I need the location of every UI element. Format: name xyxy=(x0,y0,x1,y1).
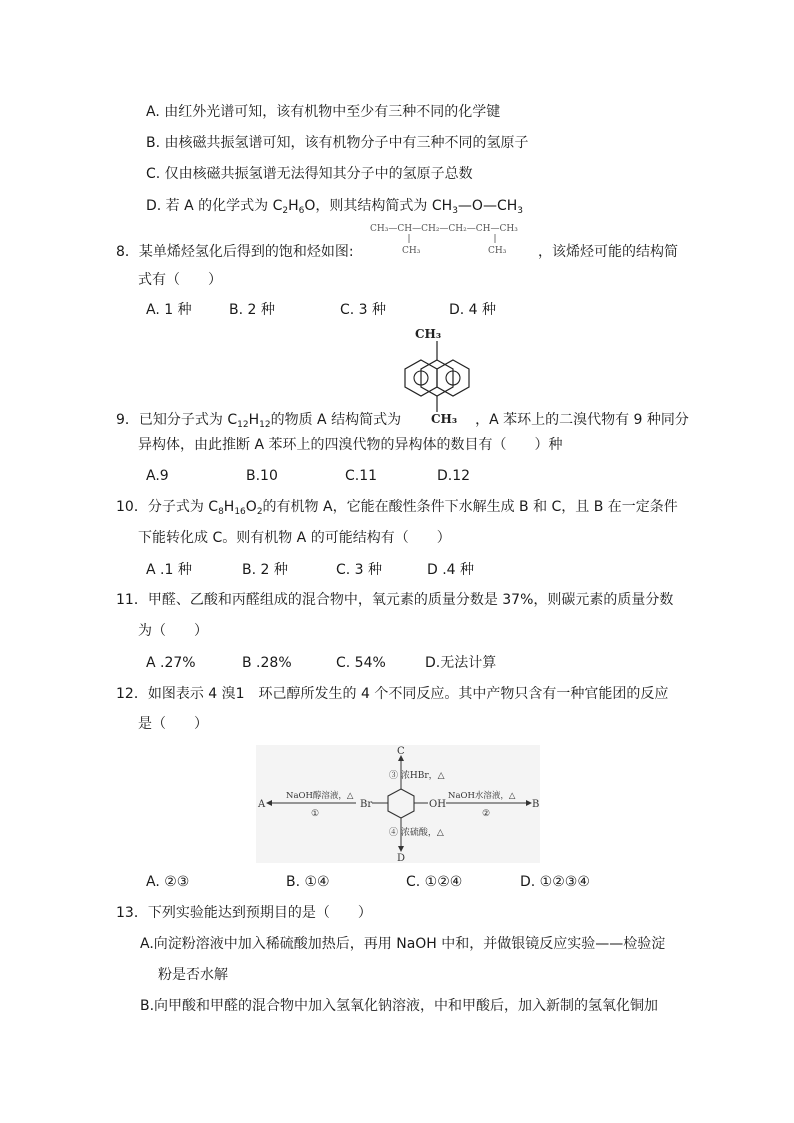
q12-option-a: A. ②③ xyxy=(146,874,190,890)
q12-reaction-4-label: ④ 浓硫酸，△ xyxy=(389,828,444,838)
q8-option-c: C. 3 种 xyxy=(340,302,387,318)
q10-stem-line2: 下能转化成 C。则有机物 A 的可能结构有（ ） xyxy=(138,530,451,546)
q12-reaction-1-number: ① xyxy=(311,809,320,819)
q9-option-a: A.9 xyxy=(146,468,169,484)
q11-stem-line2: 为（ ） xyxy=(138,623,208,639)
q8-stem-line1: 8．某单烯烃氢化后得到的饱和烃如图: xyxy=(116,244,354,260)
q8-option-d: D. 4 种 xyxy=(449,302,497,318)
q9-option-b: B.10 xyxy=(246,468,278,484)
q10-option-c: C. 3 种 xyxy=(336,562,383,578)
q12-product-b: B xyxy=(532,799,540,810)
q8-option-a: A. 1 种 xyxy=(146,302,192,318)
q11-option-a: A .27% xyxy=(146,655,196,671)
q11-option-d: D.无法计算 xyxy=(425,655,497,671)
q8-stem-line2: 式有（ ） xyxy=(138,272,222,288)
q12-reaction-1-label: NaOH醇溶液，△ xyxy=(286,791,354,801)
q11-stem-line1: 11．甲醛、乙酸和丙醛组成的混合物中，氧元素的质量分数是 37%，则碳元素的质量分数 xyxy=(116,592,674,608)
q13-option-b-line1: B.向甲酸和甲醛的混合物中加入氢氧化钠溶液，中和甲酸后，加入新制的氢氧化铜加 xyxy=(140,998,659,1014)
q8-structure-branch-1: CH₃ xyxy=(402,246,421,256)
q11-option-c: C. 54% xyxy=(336,655,386,671)
q12-product-d: D xyxy=(397,853,406,863)
q9-option-d: D.12 xyxy=(437,468,471,484)
q10-stem-line1: 10．分子式为 $C_8H_{16}O_2$的有机物 A，它能在酸性条件下水解生成 B 和 C，且 B 在一定条件 xyxy=(116,499,678,517)
q10-option-b: B. 2 种 xyxy=(242,562,288,578)
q7-option-c: C. 仅由核磁共振氢谱无法得知其分子中的氢原子总数 xyxy=(146,166,473,182)
q12-option-c: C. ①②④ xyxy=(406,874,463,890)
q12-option-d: D. ①②③④ xyxy=(520,874,590,890)
q12-product-a: A xyxy=(258,799,266,810)
q12-hydroxyl-label: OH xyxy=(429,799,446,810)
q12-reaction-2-label: NaOH水溶液，△ xyxy=(448,791,516,801)
q9-structure-methyl-bottom: CH₃ xyxy=(431,412,458,426)
q8-structure-branch-2: CH₃ xyxy=(488,246,507,256)
q13-option-a-line2: 粉是否水解 xyxy=(158,967,228,983)
q10-option-a: A .1 种 xyxy=(146,562,192,578)
q9-stem-line1: 9．已知分子式为 $C_{12}H_{12}$的物质 A 结构简式为 ，A 苯环上的二溴代物有 9 种同分 xyxy=(116,412,689,430)
q12-stem-line1: 12．如图表示 4 溴1 环己醇所发生的 4 个不同反应。其中产物只含有一种官能团的反应 xyxy=(116,686,669,702)
q12-bromine-label: Br xyxy=(360,799,373,810)
q9-option-c: C.11 xyxy=(345,468,378,484)
q12-reaction-2-number: ② xyxy=(482,809,491,819)
q9-structure-methyl-top: CH₃ xyxy=(415,327,442,341)
q12-product-c: C xyxy=(397,746,405,757)
q9-stem-line2: 异构体，由此推断 A 苯环上的四溴代物的异构体的数目有（ ）种 xyxy=(138,437,563,453)
q7-option-d: D. 若 A 的化学式为 $C_2H_6O$，则其结构简式为 $CH_3—O—CH_3$ xyxy=(146,198,523,216)
q7-option-a: A. 由红外光谱可知，该有机物中至少有三种不同的化学键 xyxy=(146,104,501,120)
q12-reaction-3-label: ③ 浓HBr，△ xyxy=(389,771,445,781)
q12-reaction-diagram xyxy=(256,745,540,863)
q10-option-d: D .4 种 xyxy=(427,562,475,578)
q8-option-b: B. 2 种 xyxy=(229,302,275,318)
q8-stem-line1-end: ，该烯烃可能的结构简 xyxy=(538,244,678,260)
q13-stem: 13．下列实验能达到预期目的是（ ） xyxy=(116,905,372,921)
q13-option-a-line1: A.向淀粉溶液中加入稀硫酸加热后，再用 NaOH 中和，并做银镜反应实验——检验淀 xyxy=(140,936,666,952)
q11-option-b: B .28% xyxy=(242,655,292,671)
q8-saturated-hydrocarbon-structure xyxy=(368,220,538,260)
q8-structure-main-chain: CH₃—CH—CH₂—CH₂—CH—CH₃ xyxy=(370,224,518,234)
q7-option-b: B. 由核磁共振氢谱可知，该有机物分子中有三种不同的氢原子 xyxy=(146,135,529,151)
q12-stem-line2: 是（ ） xyxy=(138,716,208,732)
q12-option-b: B. ①④ xyxy=(286,874,330,890)
